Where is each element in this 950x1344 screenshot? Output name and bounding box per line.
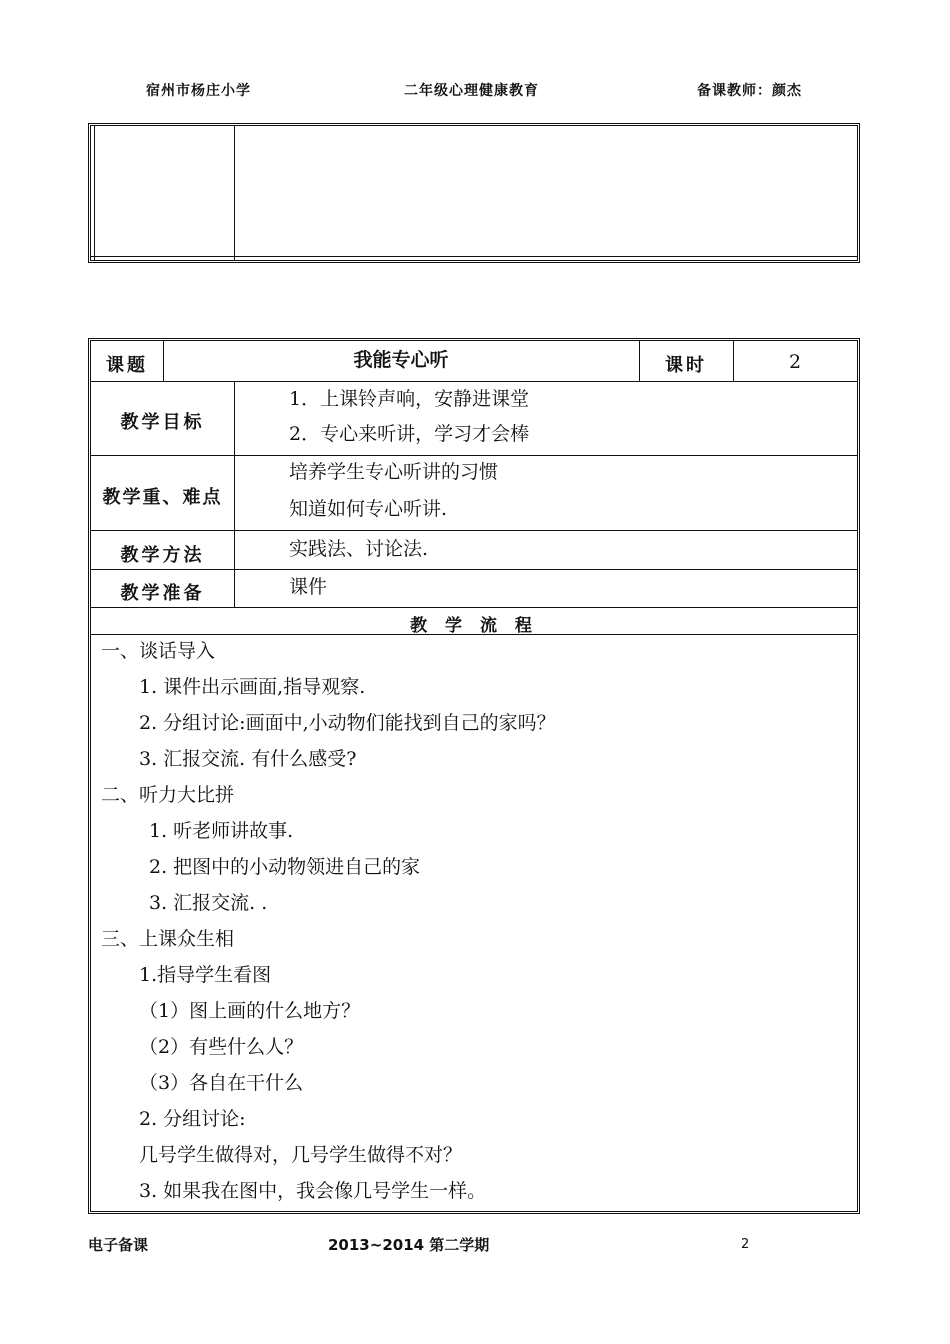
process-line: 几号学生做得对，几号学生做得不对？	[139, 1144, 463, 1166]
goal-2: 2．专心来听讲，学习才会棒	[289, 423, 530, 445]
period-label: 课时	[665, 355, 707, 376]
key-points-label: 教学重、难点	[102, 487, 223, 508]
process-title: 教 学 流 程	[410, 616, 538, 636]
process-section-3: 三、上课众生相	[101, 928, 235, 950]
process-section-1: 一、谈话导入	[101, 640, 216, 662]
process-section-2: 二、听力大比拼	[101, 784, 235, 806]
lesson-table	[88, 338, 860, 1214]
goals-label: 教学目标	[120, 412, 205, 433]
lesson-topic: 我能专心听	[353, 349, 449, 371]
key-point-1: 培养学生专心听讲的习惯	[289, 461, 499, 483]
method-value: 实践法、讨论法.	[289, 538, 429, 560]
process-line: 3. 汇报交流. .	[149, 892, 268, 914]
footer-left: 电子备课	[88, 1236, 149, 1254]
key-point-2: 知道如何专心听讲.	[289, 498, 448, 520]
process-line: （3）各自在干什么	[139, 1072, 304, 1094]
subject-name: 二年级心理健康教育	[404, 83, 539, 99]
process-line: 2. 分组讨论:	[139, 1108, 246, 1130]
school-name: 宿州市杨庄小学	[146, 83, 251, 99]
prep-label: 教学准备	[120, 583, 205, 604]
goal-1: 1．上课铃声响，安静进课堂	[289, 388, 530, 410]
footer-semester: 2013~2014 第二学期	[328, 1236, 490, 1254]
process-line: （2）有些什么人？	[139, 1036, 304, 1058]
page-number: 2	[741, 1237, 750, 1252]
period-value: 2	[788, 351, 802, 373]
method-label: 教学方法	[120, 545, 205, 566]
process-line: 1. 课件出示画面,指导观察.	[139, 676, 366, 698]
process-line: 1. 听老师讲故事.	[149, 820, 294, 842]
process-line: 3. 汇报交流. 有什么感受?	[139, 748, 357, 770]
process-line: （1）图上画的什么地方？	[139, 1000, 361, 1022]
previous-table-end	[88, 123, 860, 263]
process-line: 2. 分组讨论:画面中,小动物们能找到自己的家吗？	[139, 712, 556, 734]
process-line: 2. 把图中的小动物领进自己的家	[149, 856, 421, 878]
prep-value: 课件	[289, 576, 328, 598]
teacher-name: 备课教师：颜杰	[697, 83, 802, 99]
process-line: 1.指导学生看图	[139, 964, 272, 986]
process-line: 3. 如果我在图中，我会像几号学生一样。	[139, 1180, 487, 1202]
topic-label: 课题	[106, 355, 148, 376]
